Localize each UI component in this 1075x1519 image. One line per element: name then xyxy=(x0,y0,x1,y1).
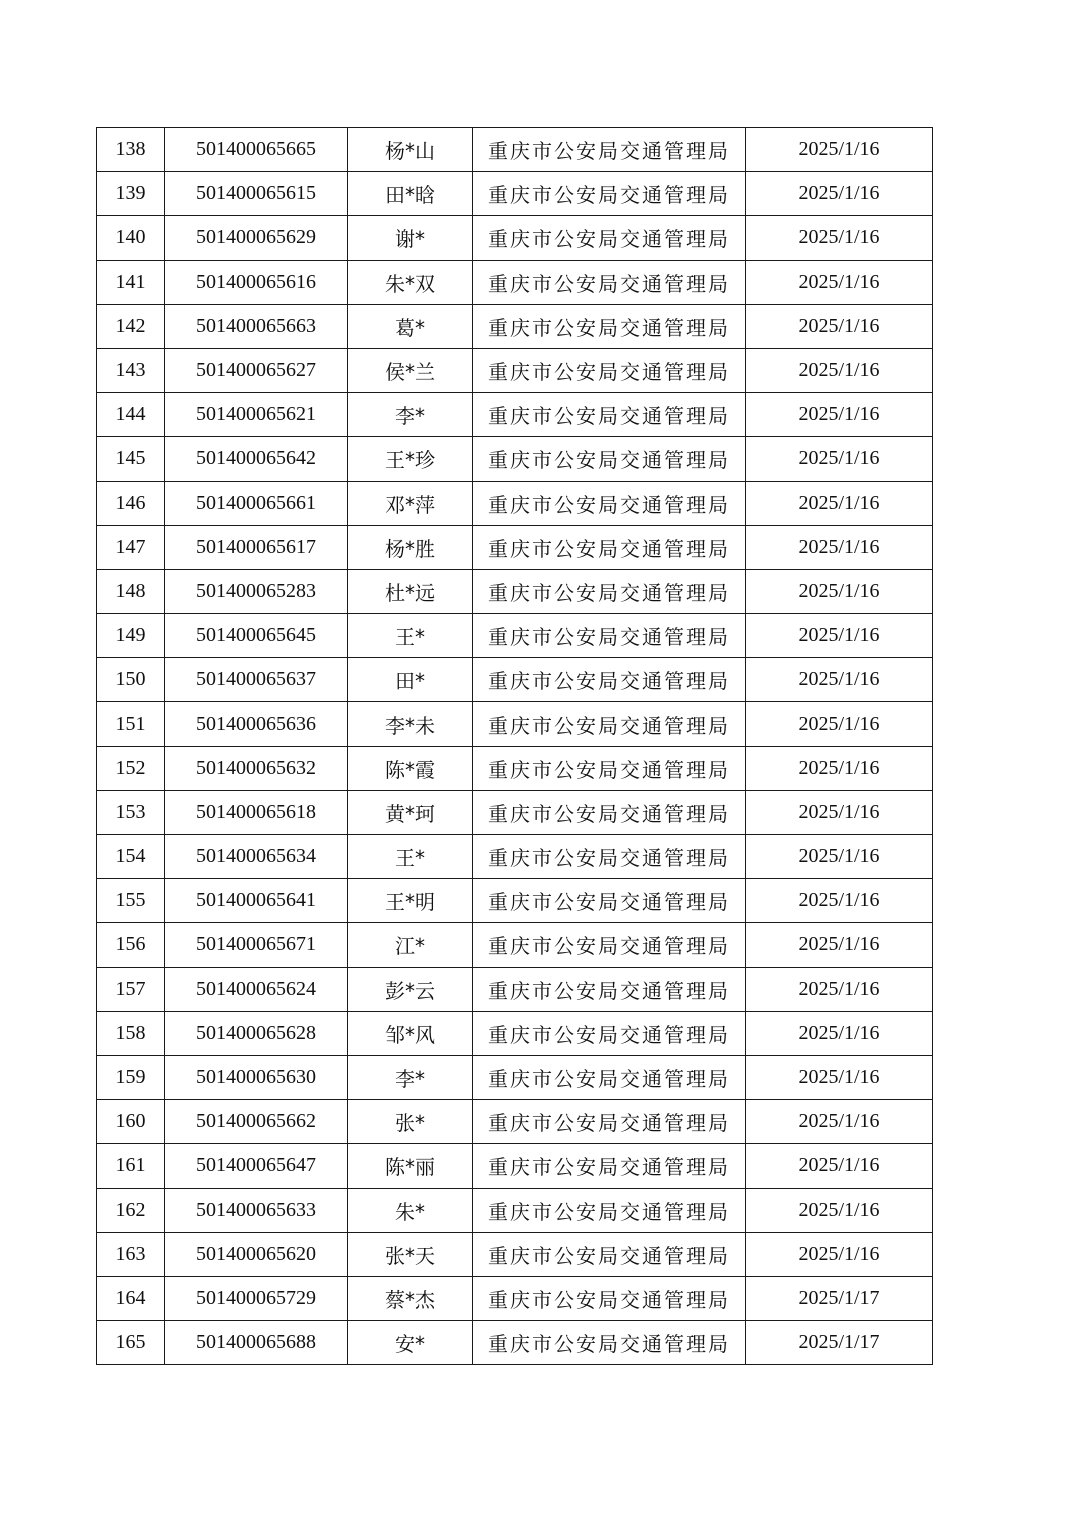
issuing-authority-cell: 重庆市公安局交通管理局 xyxy=(473,525,746,569)
issuing-authority-cell: 重庆市公安局交通管理局 xyxy=(473,967,746,1011)
issuing-authority-cell: 重庆市公安局交通管理局 xyxy=(473,1100,746,1144)
row-number-cell: 148 xyxy=(97,569,165,613)
certificate-id-cell: 501400065645 xyxy=(165,614,348,658)
person-name-cell: 王* xyxy=(348,614,473,658)
table-row xyxy=(97,702,933,746)
table-row xyxy=(97,128,933,172)
table-row xyxy=(97,879,933,923)
row-number-cell: 156 xyxy=(97,923,165,967)
certificate-id-cell: 501400065636 xyxy=(165,702,348,746)
records-table xyxy=(96,127,933,1365)
issuing-authority-cell: 重庆市公安局交通管理局 xyxy=(473,658,746,702)
table-row xyxy=(97,658,933,702)
person-name-cell: 田* xyxy=(348,658,473,702)
issuing-authority-cell: 重庆市公安局交通管理局 xyxy=(473,304,746,348)
person-name-cell: 杨*胜 xyxy=(348,525,473,569)
person-name-cell: 谢* xyxy=(348,216,473,260)
person-name-cell: 陈*丽 xyxy=(348,1144,473,1188)
certificate-id-cell: 501400065633 xyxy=(165,1188,348,1232)
certificate-id-cell: 501400065621 xyxy=(165,393,348,437)
certificate-id-cell: 501400065729 xyxy=(165,1276,348,1320)
row-number-cell: 139 xyxy=(97,172,165,216)
row-number-cell: 143 xyxy=(97,348,165,392)
issue-date-cell: 2025/1/16 xyxy=(746,437,933,481)
person-name-cell: 李* xyxy=(348,1055,473,1099)
person-name-cell: 葛* xyxy=(348,304,473,348)
records-table-body xyxy=(97,128,933,1365)
issuing-authority-cell: 重庆市公安局交通管理局 xyxy=(473,437,746,481)
certificate-id-cell: 501400065637 xyxy=(165,658,348,702)
person-name-cell: 李* xyxy=(348,393,473,437)
issuing-authority-cell: 重庆市公安局交通管理局 xyxy=(473,481,746,525)
certificate-id-cell: 501400065283 xyxy=(165,569,348,613)
table-row xyxy=(97,481,933,525)
issue-date-cell: 2025/1/16 xyxy=(746,879,933,923)
issue-date-cell: 2025/1/16 xyxy=(746,1011,933,1055)
issue-date-cell: 2025/1/16 xyxy=(746,216,933,260)
person-name-cell: 王* xyxy=(348,835,473,879)
row-number-cell: 164 xyxy=(97,1276,165,1320)
issuing-authority-cell: 重庆市公安局交通管理局 xyxy=(473,1232,746,1276)
row-number-cell: 163 xyxy=(97,1232,165,1276)
certificate-id-cell: 501400065620 xyxy=(165,1232,348,1276)
row-number-cell: 140 xyxy=(97,216,165,260)
row-number-cell: 141 xyxy=(97,260,165,304)
issue-date-cell: 2025/1/16 xyxy=(746,525,933,569)
issue-date-cell: 2025/1/16 xyxy=(746,658,933,702)
table-row xyxy=(97,1011,933,1055)
certificate-id-cell: 501400065624 xyxy=(165,967,348,1011)
issuing-authority-cell: 重庆市公安局交通管理局 xyxy=(473,348,746,392)
row-number-cell: 151 xyxy=(97,702,165,746)
row-number-cell: 155 xyxy=(97,879,165,923)
row-number-cell: 144 xyxy=(97,393,165,437)
table-row xyxy=(97,1276,933,1320)
issuing-authority-cell: 重庆市公安局交通管理局 xyxy=(473,790,746,834)
row-number-cell: 162 xyxy=(97,1188,165,1232)
issue-date-cell: 2025/1/16 xyxy=(746,967,933,1011)
person-name-cell: 安* xyxy=(348,1321,473,1365)
row-number-cell: 161 xyxy=(97,1144,165,1188)
table-row xyxy=(97,923,933,967)
certificate-id-cell: 501400065662 xyxy=(165,1100,348,1144)
table-row xyxy=(97,304,933,348)
issue-date-cell: 2025/1/16 xyxy=(746,1100,933,1144)
person-name-cell: 李*未 xyxy=(348,702,473,746)
table-row xyxy=(97,1144,933,1188)
table-row xyxy=(97,967,933,1011)
issuing-authority-cell: 重庆市公安局交通管理局 xyxy=(473,879,746,923)
certificate-id-cell: 501400065663 xyxy=(165,304,348,348)
row-number-cell: 146 xyxy=(97,481,165,525)
issue-date-cell: 2025/1/16 xyxy=(746,393,933,437)
person-name-cell: 王*珍 xyxy=(348,437,473,481)
records-table-container xyxy=(96,127,933,1365)
table-row xyxy=(97,569,933,613)
table-row xyxy=(97,1232,933,1276)
certificate-id-cell: 501400065615 xyxy=(165,172,348,216)
certificate-id-cell: 501400065647 xyxy=(165,1144,348,1188)
table-row xyxy=(97,393,933,437)
certificate-id-cell: 501400065634 xyxy=(165,835,348,879)
person-name-cell: 杜*远 xyxy=(348,569,473,613)
issuing-authority-cell: 重庆市公安局交通管理局 xyxy=(473,1011,746,1055)
table-row xyxy=(97,525,933,569)
issuing-authority-cell: 重庆市公安局交通管理局 xyxy=(473,216,746,260)
issue-date-cell: 2025/1/16 xyxy=(746,128,933,172)
issue-date-cell: 2025/1/17 xyxy=(746,1321,933,1365)
row-number-cell: 138 xyxy=(97,128,165,172)
issue-date-cell: 2025/1/16 xyxy=(746,304,933,348)
certificate-id-cell: 501400065641 xyxy=(165,879,348,923)
certificate-id-cell: 501400065627 xyxy=(165,348,348,392)
table-row xyxy=(97,790,933,834)
issuing-authority-cell: 重庆市公安局交通管理局 xyxy=(473,1276,746,1320)
row-number-cell: 152 xyxy=(97,746,165,790)
row-number-cell: 157 xyxy=(97,967,165,1011)
issue-date-cell: 2025/1/16 xyxy=(746,614,933,658)
issue-date-cell: 2025/1/16 xyxy=(746,746,933,790)
issue-date-cell: 2025/1/16 xyxy=(746,1055,933,1099)
certificate-id-cell: 501400065688 xyxy=(165,1321,348,1365)
row-number-cell: 158 xyxy=(97,1011,165,1055)
certificate-id-cell: 501400065618 xyxy=(165,790,348,834)
issue-date-cell: 2025/1/16 xyxy=(746,348,933,392)
person-name-cell: 蔡*杰 xyxy=(348,1276,473,1320)
person-name-cell: 朱*双 xyxy=(348,260,473,304)
person-name-cell: 侯*兰 xyxy=(348,348,473,392)
issue-date-cell: 2025/1/16 xyxy=(746,172,933,216)
issue-date-cell: 2025/1/16 xyxy=(746,481,933,525)
row-number-cell: 142 xyxy=(97,304,165,348)
issuing-authority-cell: 重庆市公安局交通管理局 xyxy=(473,1144,746,1188)
table-row xyxy=(97,1188,933,1232)
table-row xyxy=(97,260,933,304)
row-number-cell: 147 xyxy=(97,525,165,569)
table-row xyxy=(97,746,933,790)
issuing-authority-cell: 重庆市公安局交通管理局 xyxy=(473,702,746,746)
person-name-cell: 朱* xyxy=(348,1188,473,1232)
table-row xyxy=(97,614,933,658)
issuing-authority-cell: 重庆市公安局交通管理局 xyxy=(473,923,746,967)
issuing-authority-cell: 重庆市公安局交通管理局 xyxy=(473,746,746,790)
table-row xyxy=(97,216,933,260)
person-name-cell: 江* xyxy=(348,923,473,967)
table-row xyxy=(97,835,933,879)
person-name-cell: 陈*霞 xyxy=(348,746,473,790)
issuing-authority-cell: 重庆市公安局交通管理局 xyxy=(473,393,746,437)
person-name-cell: 杨*山 xyxy=(348,128,473,172)
issuing-authority-cell: 重庆市公安局交通管理局 xyxy=(473,172,746,216)
table-row xyxy=(97,1100,933,1144)
issuing-authority-cell: 重庆市公安局交通管理局 xyxy=(473,1188,746,1232)
certificate-id-cell: 501400065665 xyxy=(165,128,348,172)
certificate-id-cell: 501400065671 xyxy=(165,923,348,967)
certificate-id-cell: 501400065642 xyxy=(165,437,348,481)
row-number-cell: 159 xyxy=(97,1055,165,1099)
person-name-cell: 邹*风 xyxy=(348,1011,473,1055)
issuing-authority-cell: 重庆市公安局交通管理局 xyxy=(473,1321,746,1365)
table-row xyxy=(97,172,933,216)
certificate-id-cell: 501400065630 xyxy=(165,1055,348,1099)
issuing-authority-cell: 重庆市公安局交通管理局 xyxy=(473,835,746,879)
person-name-cell: 邓*萍 xyxy=(348,481,473,525)
issue-date-cell: 2025/1/16 xyxy=(746,790,933,834)
person-name-cell: 张*天 xyxy=(348,1232,473,1276)
issue-date-cell: 2025/1/16 xyxy=(746,1232,933,1276)
certificate-id-cell: 501400065617 xyxy=(165,525,348,569)
table-row xyxy=(97,437,933,481)
issuing-authority-cell: 重庆市公安局交通管理局 xyxy=(473,128,746,172)
row-number-cell: 165 xyxy=(97,1321,165,1365)
row-number-cell: 150 xyxy=(97,658,165,702)
issue-date-cell: 2025/1/16 xyxy=(746,702,933,746)
person-name-cell: 田*晗 xyxy=(348,172,473,216)
person-name-cell: 彭*云 xyxy=(348,967,473,1011)
table-row xyxy=(97,348,933,392)
issue-date-cell: 2025/1/16 xyxy=(746,569,933,613)
certificate-id-cell: 501400065632 xyxy=(165,746,348,790)
certificate-id-cell: 501400065628 xyxy=(165,1011,348,1055)
issuing-authority-cell: 重庆市公安局交通管理局 xyxy=(473,260,746,304)
certificate-id-cell: 501400065616 xyxy=(165,260,348,304)
table-row xyxy=(97,1055,933,1099)
row-number-cell: 160 xyxy=(97,1100,165,1144)
issuing-authority-cell: 重庆市公安局交通管理局 xyxy=(473,614,746,658)
issue-date-cell: 2025/1/16 xyxy=(746,923,933,967)
issue-date-cell: 2025/1/16 xyxy=(746,835,933,879)
issuing-authority-cell: 重庆市公安局交通管理局 xyxy=(473,1055,746,1099)
certificate-id-cell: 501400065661 xyxy=(165,481,348,525)
person-name-cell: 张* xyxy=(348,1100,473,1144)
issue-date-cell: 2025/1/16 xyxy=(746,1144,933,1188)
row-number-cell: 154 xyxy=(97,835,165,879)
person-name-cell: 黄*珂 xyxy=(348,790,473,834)
row-number-cell: 149 xyxy=(97,614,165,658)
person-name-cell: 王*明 xyxy=(348,879,473,923)
issue-date-cell: 2025/1/17 xyxy=(746,1276,933,1320)
row-number-cell: 153 xyxy=(97,790,165,834)
issuing-authority-cell: 重庆市公安局交通管理局 xyxy=(473,569,746,613)
issue-date-cell: 2025/1/16 xyxy=(746,1188,933,1232)
table-row xyxy=(97,1321,933,1365)
issue-date-cell: 2025/1/16 xyxy=(746,260,933,304)
certificate-id-cell: 501400065629 xyxy=(165,216,348,260)
row-number-cell: 145 xyxy=(97,437,165,481)
